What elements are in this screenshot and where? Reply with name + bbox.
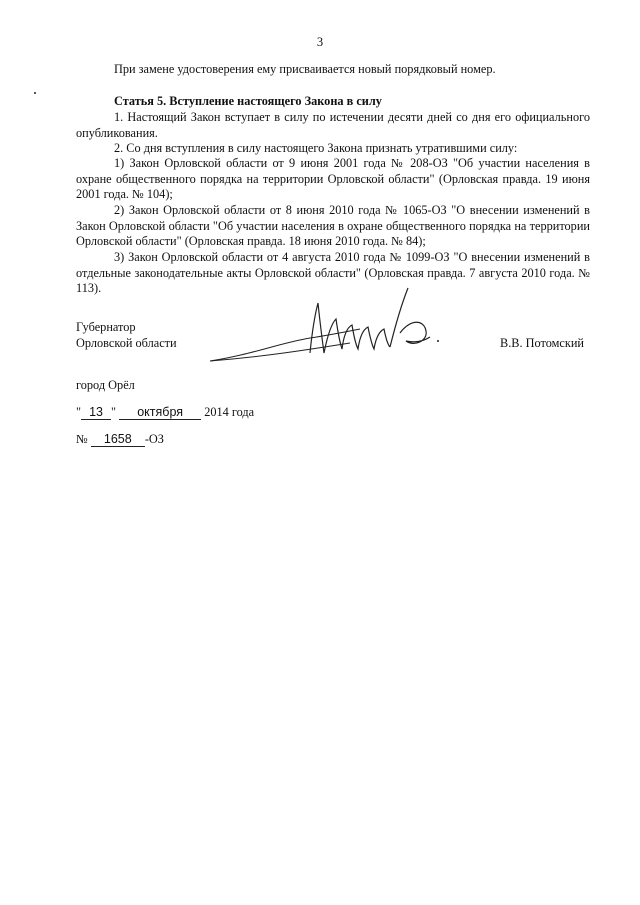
law-number-value: 1658 [91,433,145,447]
repeal-item-1: 1) Закон Орловской области от 9 июня 2001 года № 208-ОЗ "Об участии населения в охране общественного порядка на территории Орловской области" (Орловская правда. 19 июня 2001 года. № 104); [76,156,590,202]
date-quote-close: " [111,405,117,419]
city: город Орёл [76,378,135,392]
signatory-title [76,320,177,351]
law-number [76,432,164,447]
paragraph-repeal-intro: 2. Со дня вступления в силу настоящего Закона признать утратившими силу: [114,141,518,155]
date-day: 13 [81,406,111,420]
paragraph-entry-into-force: 1. Настоящий Закон вступает в силу по истечении десяти дней со дня его официального опубликования. [76,110,590,140]
handwritten-signature [210,283,450,373]
replacement-paragraph: При замене удостоверения ему присваивается новый порядковый номер. [114,62,496,76]
governor-name: В.В. Потомский [500,336,584,350]
signing-date [76,405,254,420]
date-year: 2014 года [204,405,255,419]
date-month: октября [119,406,201,420]
law-number-prefix: № [76,432,88,446]
signatory-title-line2: Орловской области [76,335,177,350]
repeal-item-2: 2) Закон Орловской области от 8 июня 2010 года № 1065-ОЗ "О внесении изменений в Закон Орловской области "Об участии населения в охране общественного порядка на территории Орловской области" (Орловская правда. 18 июня 2010 года. № 84); [76,203,590,249]
page-number: 3 [316,35,324,49]
repeal-item-3: 3) Закон Орловской области от 4 августа 2010 года № 1099-ОЗ "О внесении изменений в отдельные законодательные акты Орловской области" (Орловская правда. 7 августа 2010 года. № 113). [76,250,590,296]
signatory-title-line1: Губернатор [76,320,136,334]
date-quote-open: " [76,405,82,419]
scan-mark [34,92,36,94]
law-number-suffix: -ОЗ [144,432,164,446]
article-5-heading: Статья 5. Вступление настоящего Закона в силу [114,94,382,108]
